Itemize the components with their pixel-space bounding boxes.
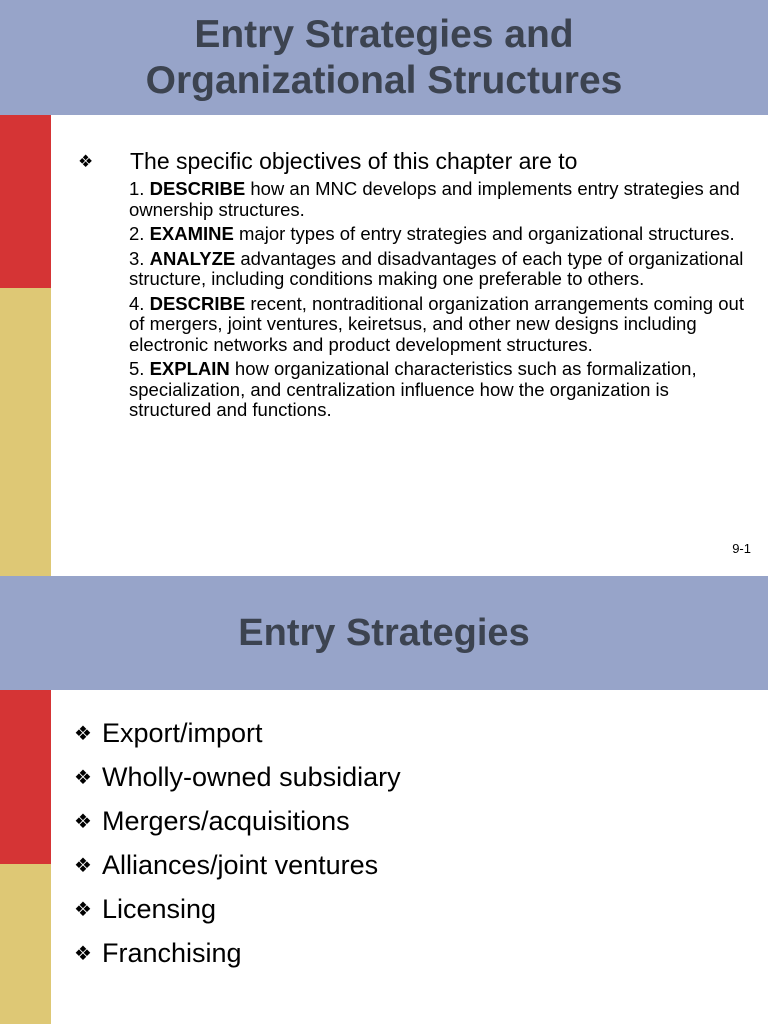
slide-entry-strategies (0, 576, 768, 1024)
objective-text: major types of entry strategies and organizational structures. (233, 223, 735, 244)
list-item-label: Alliances/joint ventures (102, 850, 379, 880)
objective-text: how an MNC develops and implements entry strategies and ownership structures. (129, 178, 740, 220)
objective-number: 1. (129, 178, 150, 199)
objective-item (129, 249, 749, 290)
objective-text: how organizational characteristics such as formalization, specialization, and centralization influence how the organization is structured and functions. (129, 358, 697, 420)
diamond-bullet-icon: ❖ (74, 767, 92, 789)
intro-text: The specific objectives of this chapter are to (130, 148, 578, 174)
objective-verb: EXPLAIN (149, 358, 230, 379)
objective-verb: DESCRIBE (149, 292, 246, 314)
diamond-bullet-icon: ❖ (74, 855, 92, 877)
list-item-label: Mergers/acquisitions (102, 806, 350, 836)
objective-verb: DESCRIBE (149, 178, 246, 199)
title-bar (0, 0, 768, 115)
list-item (74, 932, 401, 976)
diamond-bullet-icon: ❖ (74, 943, 92, 965)
objective-item (129, 179, 749, 220)
objective-verb: EXAMINE (149, 223, 234, 244)
list-item-label: Wholly-owned subsidiary (102, 762, 401, 792)
accent-bar-red (0, 690, 51, 864)
list-item-label: Licensing (102, 894, 217, 924)
diamond-bullet-icon: ❖ (74, 723, 92, 745)
intro-line (78, 147, 577, 176)
list-item (74, 888, 401, 932)
title-line-2: Organizational Structures (145, 58, 623, 102)
list-item (74, 844, 401, 888)
objective-number: 3. (129, 247, 150, 269)
objective-text: recent, nontraditional organization arrangements coming out of mergers, joint ventures, keiretsus, and other new designs including electronic networks and product development structures. (129, 292, 744, 355)
objective-number: 4. (129, 292, 150, 314)
entry-strategy-list (74, 712, 401, 976)
list-item-label: Export/import (102, 718, 263, 748)
list-item (74, 756, 401, 800)
title-bar (0, 576, 768, 690)
objective-number: 5. (129, 358, 150, 379)
slide-title: Entry Strategies (238, 612, 530, 654)
list-item (74, 712, 401, 756)
objective-text: advantages and disadvantages of each type of organizational structure, including conditions making one preferable to others. (129, 247, 744, 289)
accent-bar-tan (0, 864, 51, 1024)
diamond-bullet-icon: ❖ (74, 899, 92, 921)
diamond-bullet-icon: ❖ (78, 152, 94, 171)
title-line-1: Entry Strategies and (194, 12, 574, 56)
objective-verb: ANALYZE (149, 247, 236, 269)
accent-bar-red (0, 115, 51, 288)
slide-title (146, 12, 623, 104)
diamond-bullet-icon: ❖ (74, 811, 92, 833)
page-number: 9-1 (732, 541, 751, 556)
objective-number: 2. (129, 223, 150, 244)
list-item-label: Franchising (102, 938, 242, 968)
objective-item (129, 294, 749, 356)
objective-item (129, 224, 749, 245)
objectives-list (129, 179, 749, 425)
objective-item (129, 359, 749, 421)
accent-bar-tan (0, 288, 51, 576)
list-item (74, 800, 401, 844)
